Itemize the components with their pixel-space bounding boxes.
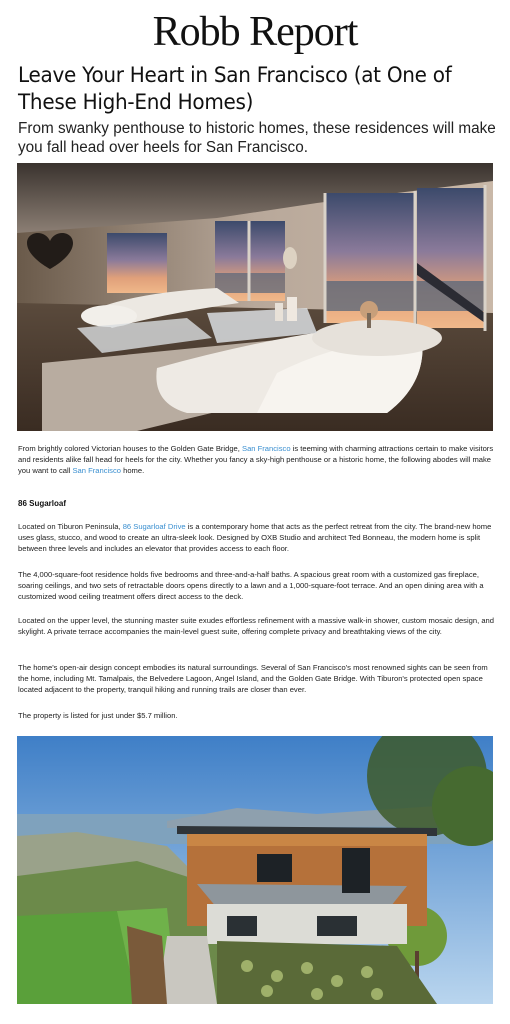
san-francisco-link[interactable]: San Francisco	[72, 466, 121, 476]
article-subheadline: From swanky penthouse to historic homes, these residences will make you fall head over heels for San Francisco.	[18, 120, 496, 156]
paragraph-master-suite: Located on the upper level, the stunning master suite exudes effortless refinement with a massive walk-in shower, custom mosaic design, and skylight. A private terrace accompanies the main-level guest suite, offering complete privacy and breathtaking views of the city.	[18, 616, 494, 637]
intro-paragraph	[18, 443, 494, 477]
paragraph-text: Located on Tiburon Peninsula,	[18, 522, 123, 531]
paragraph-location	[18, 521, 494, 555]
paragraph-design: The home's open-air design concept embodies its natural surroundings. Several of San Francisco's most renowned sights can be seen from the home, including Mt. Tamalpais, the Belvedere Lagoon, Angel Island, and the Golden Gate Bridge. With Tiburon's protected open space located adjacent to the property, tranquil hiking and running trails are closer than ever.	[18, 663, 488, 695]
section-title: 86 Sugarloaf	[18, 499, 67, 508]
article-headline: Leave Your Heart in San Francisco (at One of These High-End Homes)	[18, 63, 452, 115]
san-francisco-link[interactable]: San Francisco	[242, 444, 291, 453]
paragraph-price: The property is listed for just under $5.7 million.	[18, 711, 178, 720]
exterior-photo-sugarloaf-home	[17, 736, 493, 1004]
paragraph-text: is a contemporary home that acts as the perfect retreat from the city. The brand-new home uses glass, stucco, and wood to create an ultra-sleek look. Designed by OXB Studio and architect Ted Bonneau, the modern home is split between three levels and includes an elevator that provides access to each floor.	[18, 522, 492, 554]
intro-text: is teeming with charming attractions certain to make visitors and residents alike fall head for heels for the city. Whether you fancy a sky-high penthouse or a historic home, the following abodes will make you want to call	[18, 444, 494, 476]
hero-photo-penthouse-living-room	[17, 163, 493, 431]
property-link[interactable]: 86 Sugarloaf Drive	[122, 522, 186, 531]
paragraph-residence: The 4,000-square-foot residence holds five bedrooms and three-and-a-half baths. A spacious great room with a customized gas fireplace, soaring ceilings, and two sets of retractable doors opens directly to a lawn and a 1,000-square-foot terrace. And an open dining area with a customized wood ceiling treatment offers direct access to the deck.	[18, 570, 484, 602]
intro-text: home.	[121, 466, 145, 476]
brand-logo[interactable]: Robb Report	[152, 9, 358, 55]
intro-text: From brightly colored Victorian houses to the Golden Gate Bridge,	[18, 444, 242, 453]
